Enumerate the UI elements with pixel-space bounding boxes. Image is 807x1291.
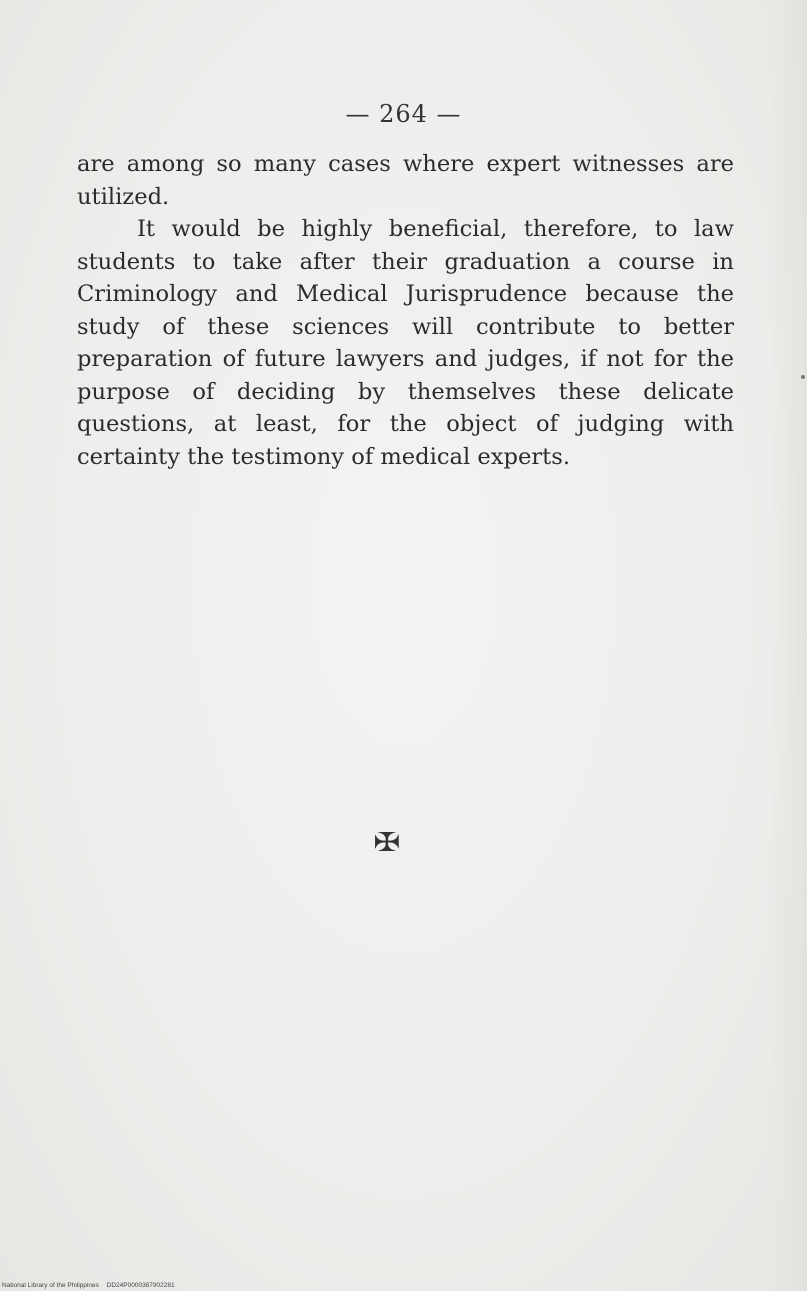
scan-footer bbox=[2, 1282, 175, 1289]
body-text bbox=[77, 148, 734, 473]
paragraph-recommendation: It would be highly beneficial, therefore, to law students to take after their graduation a course in Criminology and Medical Jurisprudence because the study of these sciences will contribute to better preparation of future lawyers and judges, if not for the purpose of deciding by themselves these delicate questions, at least, for the object of judging with certainty the testimony of medical experts. bbox=[77, 216, 734, 470]
fleuron-icon: ✠ bbox=[373, 828, 401, 858]
footer-library: National Library of the Philippines bbox=[2, 1282, 99, 1289]
scan-speck bbox=[801, 375, 805, 379]
page-edge-shadow bbox=[769, 0, 807, 1291]
page-number: — 264 — bbox=[345, 100, 462, 128]
paragraph-continuation: are among so many cases where expert witnesses are utilized. bbox=[77, 151, 734, 210]
footer-code: DD24P0000387902281 bbox=[106, 1282, 175, 1289]
